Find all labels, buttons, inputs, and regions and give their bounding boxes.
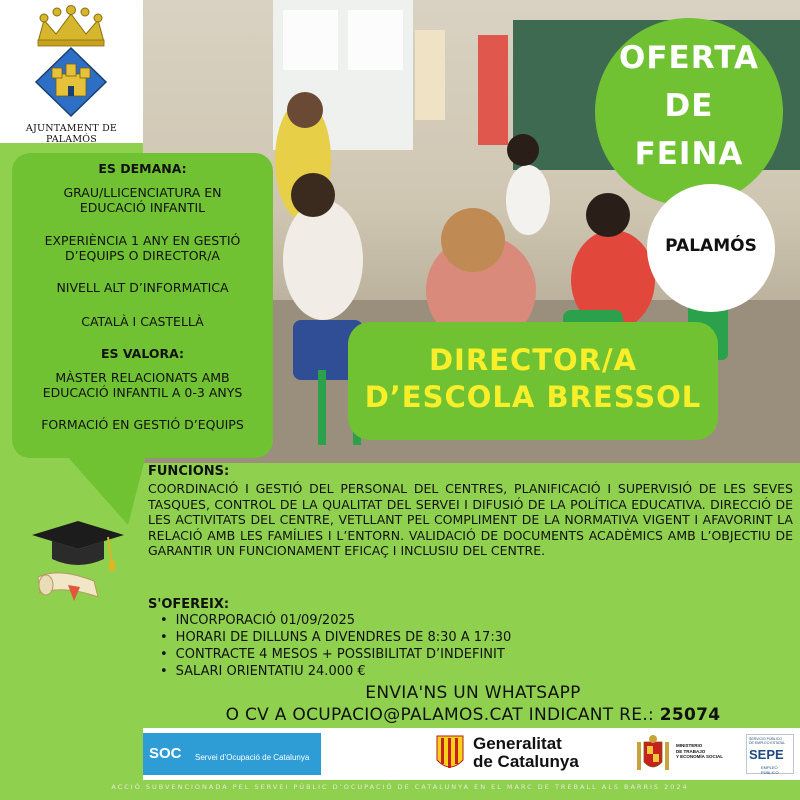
requirement-item: GRAU/LLICENCIATURA EN EDUCACIÓ INFANTIL bbox=[63, 185, 222, 215]
requirement-item: NIVELL ALT D’INFORMATICA bbox=[56, 280, 229, 295]
valued-item: FORMACIÓ EN GESTIÓ D’EQUIPS bbox=[41, 417, 244, 432]
offer-badge-line: OFERTA bbox=[619, 40, 759, 76]
job-title-line: DIRECTOR/A bbox=[428, 343, 638, 377]
es-valora-heading: ES VALORA: bbox=[100, 346, 185, 361]
es-demana-heading: ES DEMANA: bbox=[98, 161, 187, 176]
job-title-line: D’ESCOLA BRESSOL bbox=[364, 380, 702, 414]
ofereix-item: • SALARI ORIENTATIU 24.000 € bbox=[160, 663, 511, 680]
soc-logo-subtitle: Servei d’Ocupació de Catalunya bbox=[195, 753, 310, 762]
funcions-heading: FUNCIONS: bbox=[148, 464, 230, 479]
contact-email-text: O CV A OCUPACIO@PALAMOS.CAT INDICANT RE.: bbox=[225, 705, 660, 725]
spain-coat-of-arms-icon bbox=[633, 734, 673, 776]
sepe-subtitle: EMPLEO PÚBLICO bbox=[761, 765, 779, 775]
ofereix-heading: S'OFEREIX: bbox=[148, 597, 230, 612]
ofereix-list bbox=[160, 612, 511, 680]
footer-note: ACCIÓ SUBVENCIONADA PEL SERVEI PÚBLIC D’OCUPACIÓ DE CATALUNYA EN EL MARC DE TREBALL ALS BARRIS 2024 bbox=[111, 783, 689, 791]
generalitat-emblem-icon bbox=[435, 734, 465, 774]
requirement-item: CATALÀ I CASTELLÀ bbox=[81, 314, 204, 329]
graduation-cap-icon bbox=[28, 515, 128, 605]
reference-number: 25074 bbox=[659, 705, 721, 725]
sponsor-logos-bar bbox=[143, 728, 800, 780]
ministerio-label: MINISTERIO DE TRABAJO Y ECONOMÍA SOCIAL bbox=[676, 743, 724, 759]
valued-item: MÀSTER RELACIONATS AMB EDUCACIÓ INFANTIL A 0-3 ANYS bbox=[42, 370, 243, 400]
sepe-small-text: SERVICIO PÚBLICO DE EMPLEO ESTATAL bbox=[749, 737, 786, 745]
location-badge-text: PALAMÓS bbox=[665, 236, 757, 256]
soc-logo-label: SOC bbox=[149, 745, 182, 762]
ofereix-item: • HORARI DE DILLUNS A DIVENDRES DE 8:30 A 17:30 bbox=[160, 629, 511, 646]
contact-whatsapp: ENVIA'NS UN WHATSAPP bbox=[365, 683, 581, 703]
requirement-item: EXPERIÈNCIA 1 ANY EN GESTIÓ D’EQUIPS O DIRECTOR/A bbox=[44, 233, 241, 263]
sepe-label: SEPE bbox=[749, 747, 784, 762]
ofereix-item: • INCORPORACIÓ 01/09/2025 bbox=[160, 612, 511, 629]
municipal-logo bbox=[0, 0, 143, 143]
funcions-text: COORDINACIÓ I GESTIÓ DEL PERSONAL DEL CENTRES, PLANIFICACIÓ I SUPERVISIÓ DE LES SEVES TASQUES, CONTROL DE LA QUALITAT DEL SERVEI I DIFUSIÓ DE LA POLÍTICA EDUCATIVA. DIRECCIÓ DE LES ACTIVITATS DEL CENTRE, VETLLANT PEL COMPLIMENT DE LA NORMATIVA VIGENT I AFAVORINT LA RELACIÓ AMB LES FAMÍLIES I L’ENTORN. VALIDACIÓ DE DOCUMENTS ACADÈMICS AMB L’OBJECTIU DE GARANTIR UN FUNCIONAMENT EFICAÇ I INCLUSIU DEL CENTRE. bbox=[148, 481, 793, 558]
contact-email bbox=[148, 705, 798, 725]
generalitat-name: Generalitat de Catalunya bbox=[473, 734, 579, 771]
logo-caption: AJUNTAMENT DE PALAMÓS bbox=[25, 123, 118, 145]
coat-of-arms-icon bbox=[0, 0, 143, 125]
offer-badge-line: FEINA bbox=[634, 136, 744, 172]
ofereix-item: • CONTRACTE 4 MESOS + POSSIBILITAT D’INDEFINIT bbox=[160, 646, 511, 663]
offer-badge-line: DE bbox=[664, 88, 714, 124]
sepe-logo bbox=[746, 734, 794, 774]
soc-logo bbox=[143, 733, 321, 775]
